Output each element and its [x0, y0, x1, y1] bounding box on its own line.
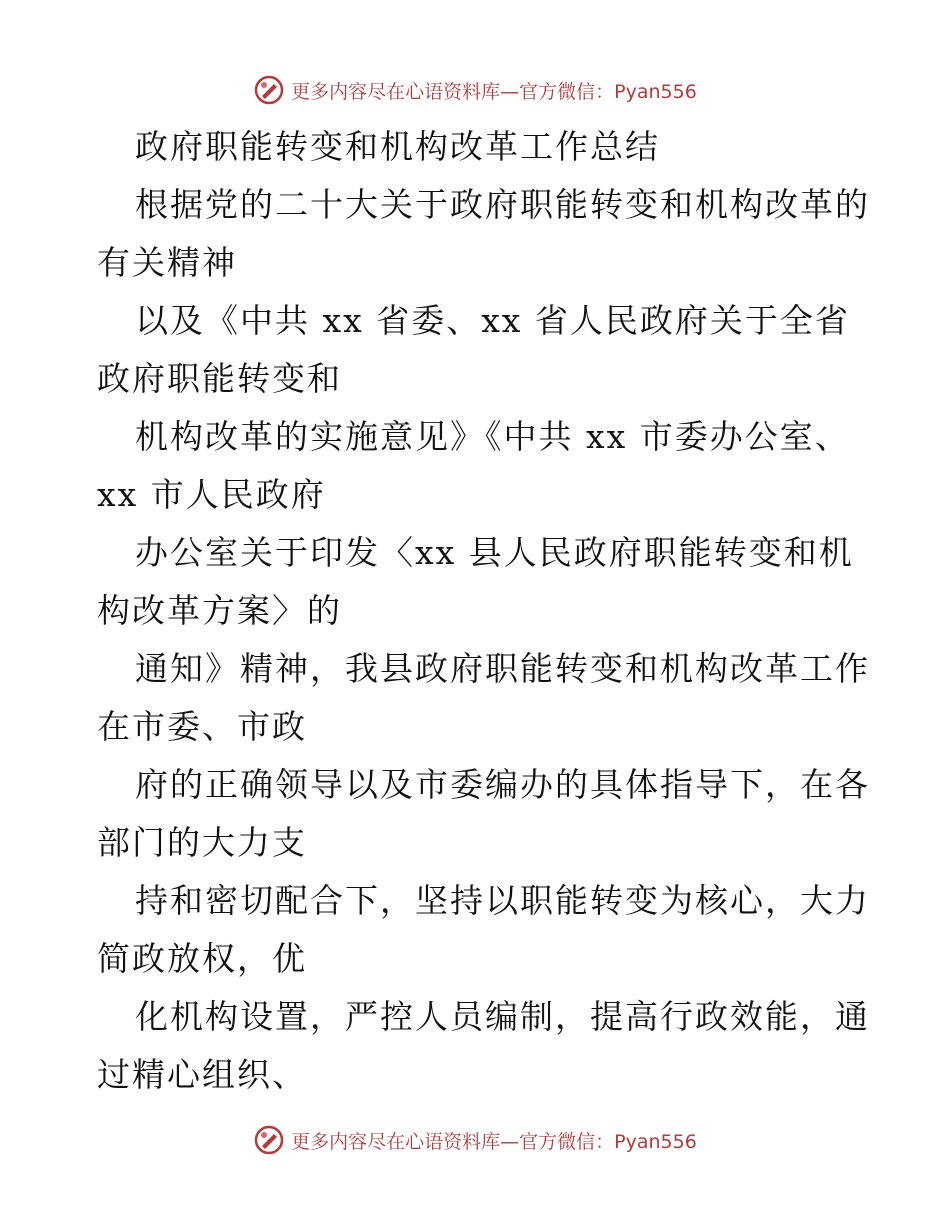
logo-icon — [253, 74, 285, 106]
banner-text: 更多内容尽在心语资料库—官方微信：Pyan556 — [291, 80, 697, 103]
banner-text: 更多内容尽在心语资料库—官方微信：Pyan556 — [291, 1130, 697, 1153]
paragraph-line: 在市委、市政 — [97, 707, 307, 746]
document-title: 政府职能转变和机构改革工作总结 — [135, 127, 660, 166]
footer-banner — [0, 1120, 950, 1160]
paragraph-line: 根据党的二十大关于政府职能转变和机构改革的 — [135, 185, 870, 224]
paragraph-line: 过精心组织、 — [97, 1055, 307, 1094]
paragraph-line: 构改革方案〉的 — [97, 591, 342, 630]
paragraph-line: 机构改革的实施意见》《中共 xx 市委办公室、 — [135, 417, 850, 456]
header-banner — [0, 70, 950, 110]
paragraph-line: 有关精神 — [97, 243, 237, 282]
paragraph-line: 化机构设置，严控人员编制，提高行政效能，通 — [135, 997, 870, 1036]
paragraph-line: 政府职能转变和 — [97, 359, 342, 398]
paragraph-line: xx 市人民政府 — [97, 475, 326, 514]
document-body — [97, 118, 870, 1104]
paragraph-line: 以及《中共 xx 省委、xx 省人民政府关于全省 — [135, 301, 850, 340]
paragraph-line: 办公室关于印发〈xx 县人民政府职能转变和机 — [135, 533, 854, 572]
logo-icon — [253, 1124, 285, 1156]
paragraph-line: 简政放权，优 — [97, 939, 307, 978]
paragraph-line: 通知》精神，我县政府职能转变和机构改革工作 — [135, 649, 870, 688]
paragraph-line: 持和密切配合下，坚持以职能转变为核心，大力 — [135, 881, 870, 920]
paragraph-line: 府的正确领导以及市委编办的具体指导下，在各 — [135, 765, 870, 804]
paragraph-line: 部门的大力支 — [97, 823, 307, 862]
